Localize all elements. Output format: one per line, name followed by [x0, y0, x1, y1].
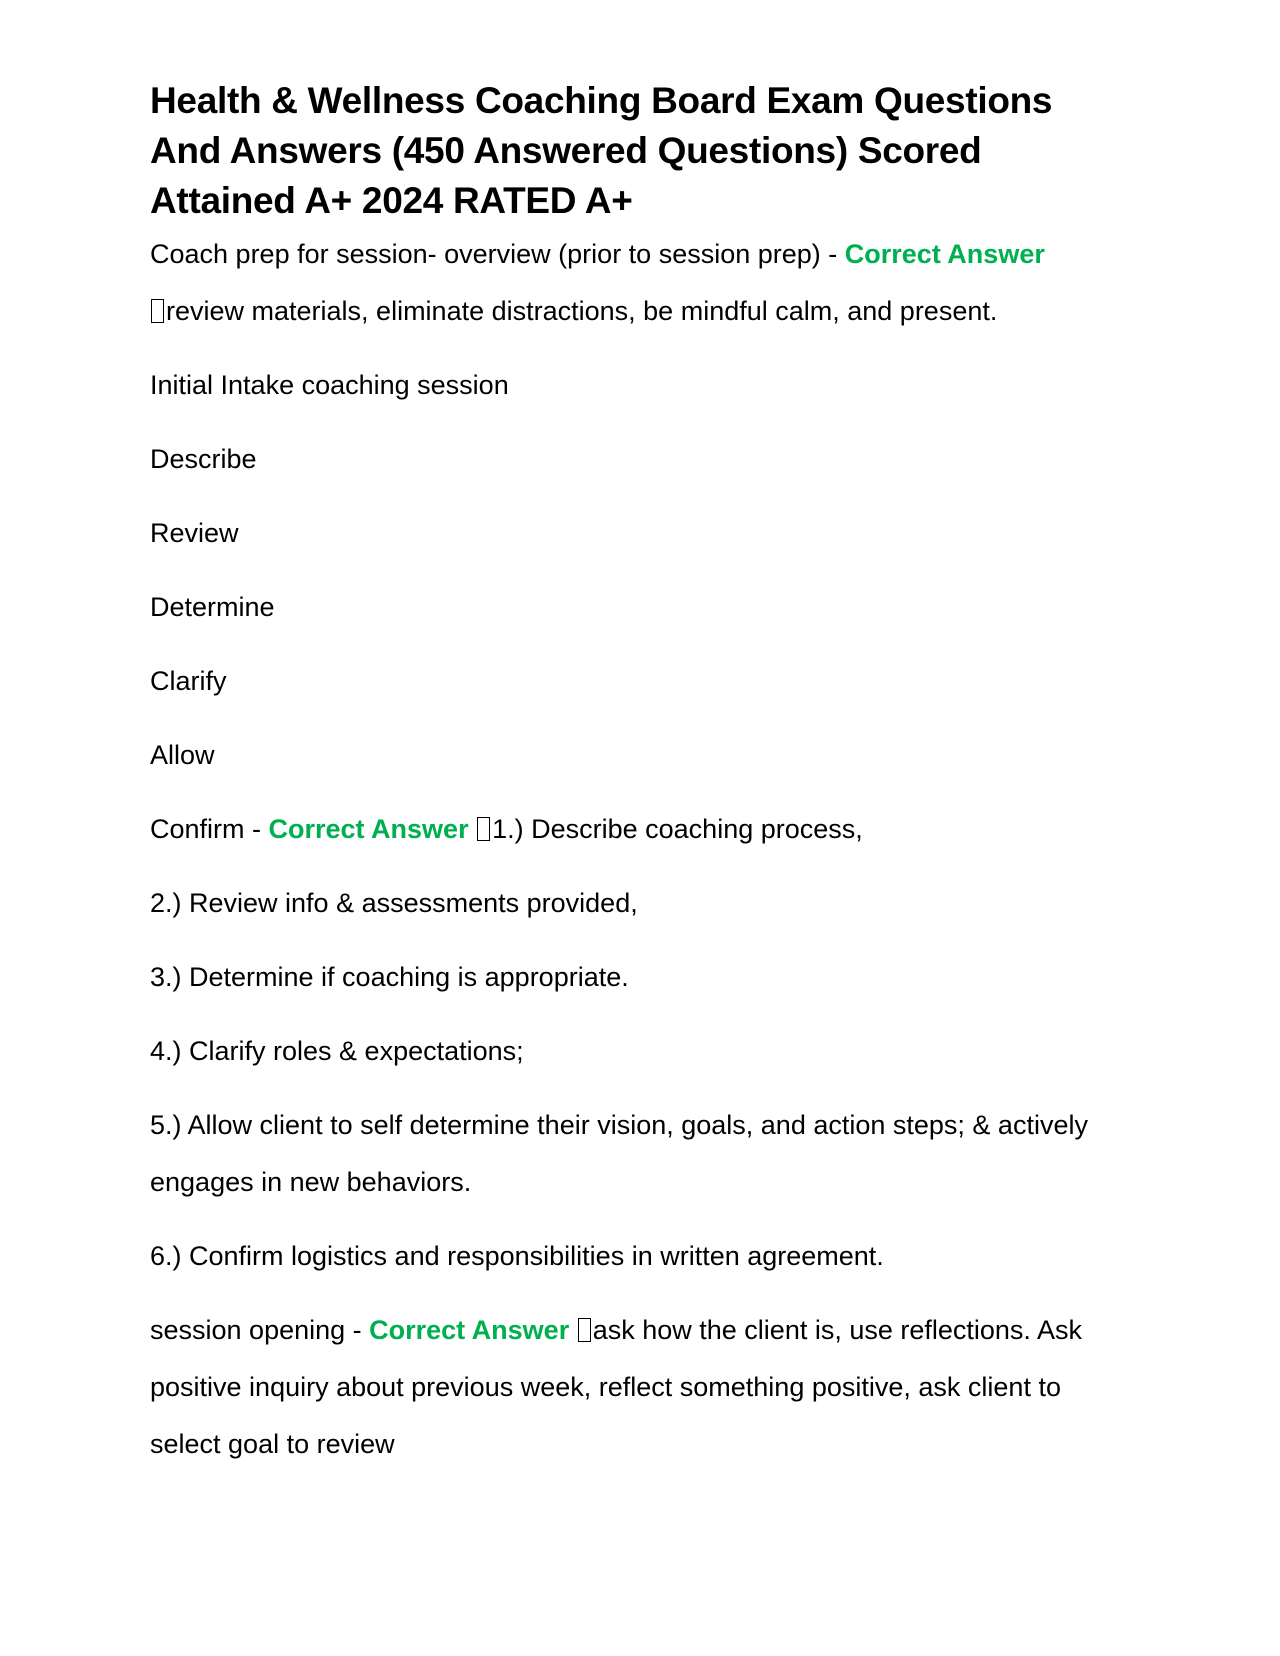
missing-glyph-box-icon — [578, 1318, 591, 1342]
question-line-5: Clarify — [150, 666, 227, 696]
missing-glyph-box-icon — [151, 299, 164, 323]
question-line-6: Allow — [150, 740, 215, 770]
question-text: Coach prep for session- overview (prior to session prep) - — [150, 239, 845, 269]
correct-answer-label: Correct Answer — [844, 239, 1045, 269]
correct-answer-label: Correct Answer — [268, 814, 469, 844]
answer-text: review materials, eliminate distractions, be mindful calm, and present. — [166, 296, 998, 326]
answer-line-4: 4.) Clarify roles & expectations; — [150, 1036, 524, 1066]
question-line-4: Determine — [150, 592, 275, 622]
answer-line-5: 5.) Allow client to self determine their vision, goals, and action steps; & actively engages in new behaviors. — [150, 1110, 1088, 1197]
qa-item-coach-prep — [150, 226, 1130, 340]
question-line-2: Describe — [150, 444, 257, 474]
question-line-1: Initial Intake coaching session — [150, 370, 509, 400]
answer-line-3: 3.) Determine if coaching is appropriate. — [150, 962, 629, 992]
document-title: Health & Wellness Coaching Board Exam Questions And Answers (450 Answered Questions) Scored Attained A+ 2024 RATED A+ — [150, 80, 1053, 221]
answer-text: ask how the client is, use reflections. Ask positive inquiry about previous week, reflect something positive, ask client to select goal to review — [150, 1315, 1082, 1459]
question-line-3: Review — [150, 518, 239, 548]
document-page — [150, 76, 1130, 1490]
answer-text: 1.) Describe coaching process, — [492, 814, 863, 844]
question-text: Confirm - — [150, 814, 269, 844]
question-text: session opening - — [150, 1315, 370, 1345]
qa-item-session-opening — [150, 1302, 1130, 1473]
qa-item-intake — [150, 801, 1130, 858]
answer-line-6: 6.) Confirm logistics and responsibilities in written agreement. — [150, 1241, 884, 1271]
correct-answer-label: Correct Answer — [369, 1315, 570, 1345]
missing-glyph-box-icon — [477, 817, 490, 841]
answer-line-2: 2.) Review info & assessments provided, — [150, 888, 638, 918]
